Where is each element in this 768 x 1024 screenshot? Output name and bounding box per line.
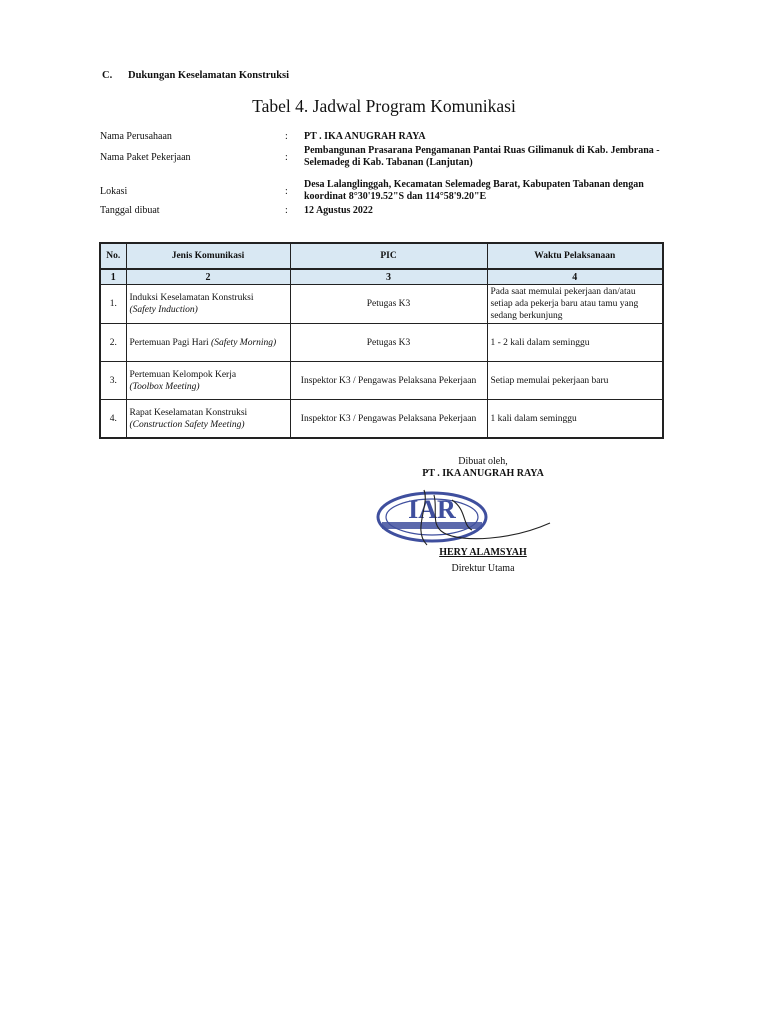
jenis-english: (Toolbox Meeting) (129, 381, 200, 392)
cell-jenis (126, 362, 290, 400)
table-row (100, 362, 663, 400)
cell-pic: Petugas K3 (290, 324, 487, 362)
stamp-monogram: IAR (408, 495, 456, 524)
signatory-role: Direktur Utama (451, 563, 515, 574)
cell-waktu: Pada saat memulai pekerjaan dan/atau setiap ada pekerja baru atau tamu yang sedang berkunjung (487, 285, 663, 324)
info-colon: : (285, 205, 288, 216)
table-row (100, 285, 663, 324)
jenis-text: Induksi Keselamatan Konstruksi (129, 293, 254, 303)
column-number: 4 (487, 269, 663, 285)
cell-no: 2. (100, 324, 126, 362)
jenis-text: Rapat Keselamatan Konstruksi (129, 407, 248, 418)
project-info (100, 129, 660, 217)
table-row (100, 324, 663, 362)
jenis-text: Pertemuan Pagi Hari (129, 337, 209, 348)
section-letter: C. (102, 70, 113, 81)
info-row-company (100, 129, 660, 143)
signatory-name: HERY ALAMSYAH (439, 547, 527, 558)
info-value: 12 Agustus 2022 (304, 205, 373, 216)
cell-waktu: 1 kali dalam seminggu (487, 400, 663, 439)
cell-no: 3. (100, 362, 126, 400)
info-value: Desa Lalanglinggah, Kecamatan Selemadeg Barat, Kabupaten Tabanan dengan koordinat 8°30'19.52"S dan 114°58'9.20"E (304, 179, 644, 202)
info-value: Pembangunan Prasarana Pengamanan Pantai Ruas Gilimanuk di Kab. Jembrana - Selemadeg di Kab. Tabanan (Lanjutan) (304, 145, 660, 168)
table-row (100, 400, 663, 439)
cell-waktu: 1 - 2 kali dalam seminggu (487, 324, 663, 362)
header-jenis: Jenis Komunikasi (126, 243, 290, 269)
info-row-date (100, 203, 660, 217)
stamp-signature-graphic (372, 485, 572, 555)
info-colon: : (285, 152, 288, 163)
document-title: Tabel 4. Jadwal Program Komunikasi (252, 96, 516, 116)
signature-block (370, 456, 596, 480)
column-number-row (100, 269, 663, 285)
jenis-english: (Safety Induction) (129, 305, 198, 315)
cell-jenis (126, 324, 290, 362)
column-number: 1 (100, 269, 126, 285)
column-number: 3 (290, 269, 487, 285)
cell-waktu: Setiap memulai pekerjaan baru (487, 362, 663, 400)
header-pic: PIC (290, 243, 487, 269)
header-waktu: Waktu Pelaksanaan (487, 243, 663, 269)
cell-no: 1. (100, 285, 126, 324)
signature-company: PT . IKA ANUGRAH RAYA (422, 468, 544, 479)
cell-pic: Petugas K3 (290, 285, 487, 324)
jenis-english: (Safety Morning) (211, 337, 277, 348)
section-title: Dukungan Keselamatan Konstruksi (128, 70, 290, 81)
info-row-package (100, 143, 660, 169)
company-stamp (372, 485, 572, 555)
info-colon: : (285, 131, 288, 142)
table-header-row (100, 243, 663, 269)
info-value: PT . IKA ANUGRAH RAYA (304, 131, 426, 142)
column-number: 2 (126, 269, 290, 285)
cell-pic: Inspektor K3 / Pengawas Pelaksana Pekerjaan (290, 362, 487, 400)
header-no: No. (100, 243, 126, 269)
jenis-text: Pertemuan Kelompok Kerja (129, 369, 237, 380)
info-label: Nama Perusahaan (100, 131, 172, 142)
info-label: Tanggal dibuat (100, 205, 160, 216)
info-label: Lokasi (100, 186, 128, 197)
info-label: Nama Paket Pekerjaan (100, 152, 191, 163)
cell-pic: Inspektor K3 / Pengawas Pelaksana Pekerjaan (290, 400, 487, 439)
info-colon: : (285, 186, 288, 197)
jenis-english: (Construction Safety Meeting) (129, 419, 245, 430)
communication-table (99, 242, 664, 439)
info-row-location (100, 177, 660, 203)
section-heading (102, 70, 289, 81)
cell-jenis (126, 285, 290, 324)
made-by-label: Dibuat oleh, (458, 456, 508, 467)
cell-no: 4. (100, 400, 126, 439)
cell-jenis (126, 400, 290, 439)
